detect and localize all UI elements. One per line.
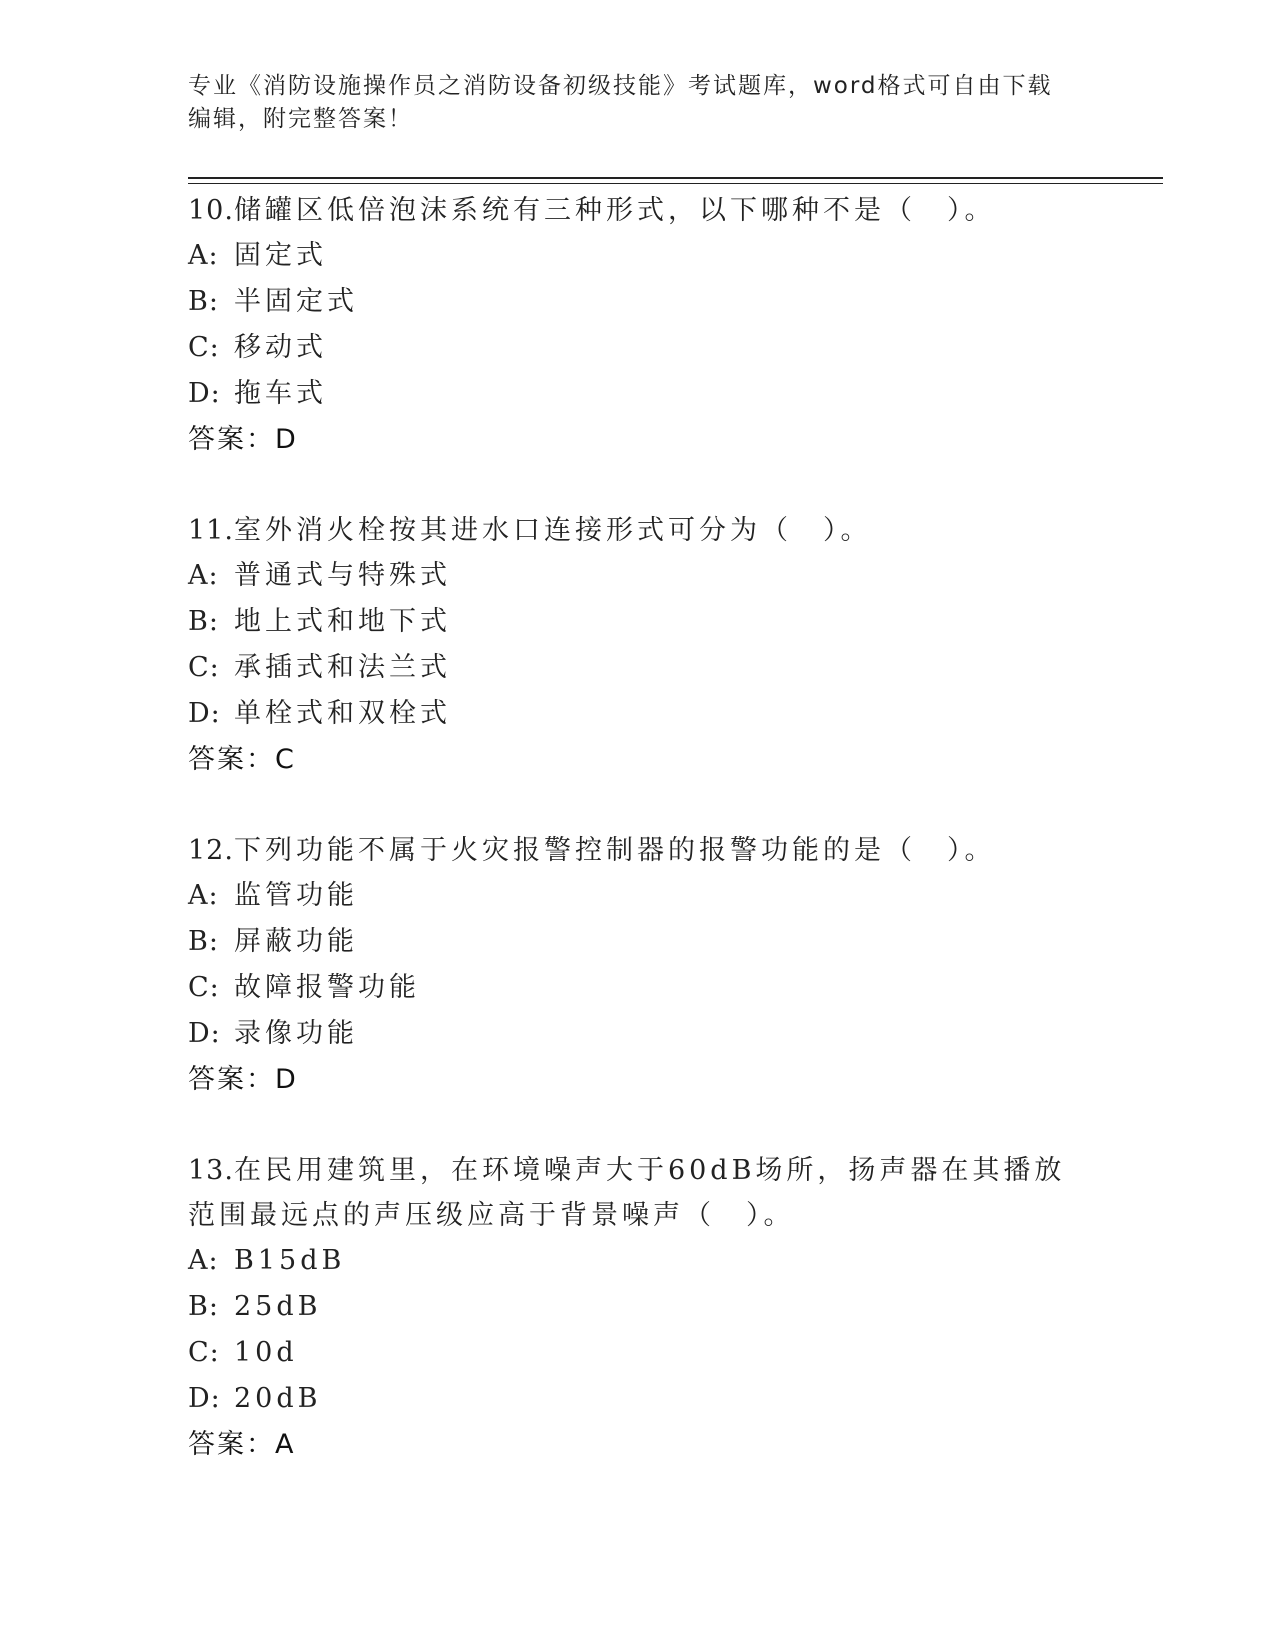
option-key: D: [188,1018,221,1049]
option-c [188,325,1088,371]
option-key: A: [188,1245,219,1276]
question-number: 12. [188,835,234,866]
question-block [188,508,1088,783]
document-header: 专业《消防设施操作员之消防设备初级技能》考试题库，word格式可自由下载编辑，附完整答案！ [188,73,1053,132]
option-b [188,919,1088,965]
question-stem [188,188,1088,233]
option-text: 单栓式和双栓式 [234,698,451,729]
question-stem [188,508,1088,553]
option-d [188,1011,1088,1057]
option-key: B: [188,286,219,317]
option-text: 半固定式 [234,286,358,317]
option-text: 故障报警功能 [234,972,420,1003]
question-text: 下列功能不属于火灾报警控制器的报警功能的是（ ）。 [233,835,996,866]
option-text: 承插式和法兰式 [234,652,451,683]
option-a [188,233,1088,279]
header-divider-thin [188,183,1163,184]
option-b [188,279,1088,325]
option-text: 移动式 [234,332,327,363]
option-text: 屏蔽功能 [234,926,358,957]
answer-line: 答案：C [188,744,296,775]
option-text: 拖车式 [234,378,327,409]
option-key: C: [188,652,220,683]
option-key: B: [188,926,219,957]
option-key: D: [188,378,221,409]
question-stem [188,1148,1088,1238]
option-key: A: [188,880,219,911]
option-key: A: [188,240,219,271]
option-key: D: [188,1383,221,1414]
option-c [188,965,1088,1011]
option-c [188,1330,1088,1376]
option-text: 录像功能 [234,1018,358,1049]
question-number: 10. [188,195,234,226]
option-text: 10d [234,1337,298,1368]
option-b [188,599,1088,645]
option-text: B15dB [234,1245,346,1276]
question-text: 室外消火栓按其进水口连接形式可分为（ ）。 [233,515,872,546]
option-key: B: [188,606,219,637]
option-key: B: [188,1291,219,1322]
option-c [188,645,1088,691]
question-text: 在民用建筑里，在环境噪声大于60dB场所，扬声器在其播放范围最远点的声压级应高于背景噪声（ ）。 [188,1155,1066,1231]
option-a [188,873,1088,919]
question-block [188,828,1088,1103]
option-text: 普通式与特殊式 [234,560,451,591]
option-text: 监管功能 [234,880,358,911]
option-a [188,553,1088,599]
option-key: D: [188,698,221,729]
option-d [188,691,1088,737]
question-block [188,1148,1088,1468]
option-a [188,1238,1088,1284]
option-key: C: [188,972,220,1003]
option-b [188,1284,1088,1330]
option-d [188,1376,1088,1422]
question-block [188,188,1088,463]
question-number: 11. [188,515,234,546]
answer-line: 答案：A [188,1429,296,1460]
option-text: 地上式和地下式 [234,606,451,637]
question-number: 13. [188,1155,234,1186]
answer-line: 答案：D [188,1064,298,1095]
answer-line: 答案：D [188,424,298,455]
option-key: A: [188,560,219,591]
option-text: 固定式 [234,240,327,271]
question-stem [188,828,1088,873]
option-key: C: [188,332,220,363]
question-text: 储罐区低倍泡沫系统有三种形式，以下哪种不是（ ）。 [233,195,996,226]
option-d [188,371,1088,417]
option-text: 20dB [234,1383,322,1414]
option-key: C: [188,1337,220,1368]
header-divider [188,177,1163,179]
option-text: 25dB [234,1291,322,1322]
